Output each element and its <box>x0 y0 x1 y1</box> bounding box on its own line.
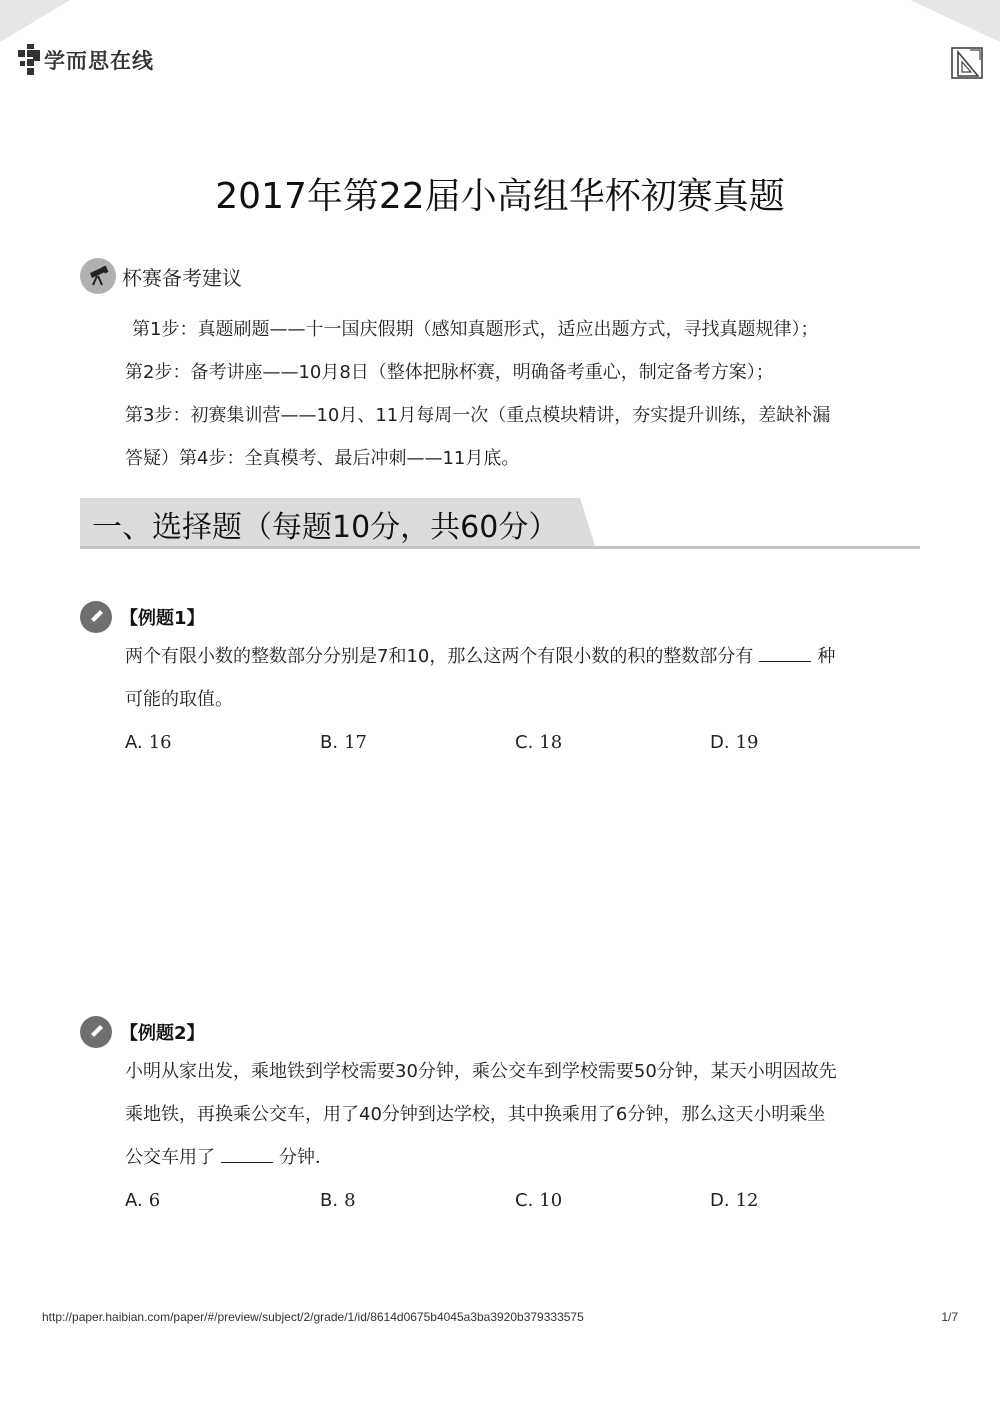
logo-text: 学而思在线 <box>44 49 154 73</box>
question-line: 可能的取值。 <box>125 689 233 710</box>
ruler-triangle-icon <box>950 46 984 80</box>
step-line: 第1步：真题刷题——十一国庆假期（感知真题形式，适应出题方式，寻找真题规律）； <box>132 319 819 340</box>
answer-blank <box>759 643 811 662</box>
corner-decoration-left <box>0 0 70 42</box>
option-b: B. 17 <box>320 732 367 753</box>
option-a: A. 16 <box>125 732 172 753</box>
logo-mark-icon <box>18 44 40 76</box>
question-line: 小明从家出发，乘地铁到学校需要30分钟，乘公交车到学校需要50分钟，某天小明因故先 <box>125 1061 837 1082</box>
pencil-icon <box>80 601 112 633</box>
example-header <box>80 599 920 635</box>
question-line: 两个有限小数的整数部分分别是7和10，那么这两个有限小数的积的整数部分有 种 <box>125 635 920 678</box>
page-number: 1/7 <box>941 1310 958 1324</box>
study-steps <box>125 308 915 480</box>
question-line: 公交车用了 分钟． <box>125 1136 920 1179</box>
example-header <box>80 1014 920 1050</box>
option-c: C. 10 <box>515 1190 563 1211</box>
tips-heading: 杯赛备考建议 <box>122 265 242 290</box>
section-header <box>80 498 920 550</box>
example-body <box>125 635 920 764</box>
answer-options <box>125 721 920 764</box>
answer-blank <box>221 1144 273 1163</box>
step-line: 答疑）第4步：全真模考、最后冲刺——11月底。 <box>125 448 520 469</box>
option-a: A. 6 <box>125 1190 161 1211</box>
answer-options <box>125 1179 920 1222</box>
example-1 <box>80 599 920 764</box>
section-divider <box>80 546 920 549</box>
option-d: D. 19 <box>710 732 759 753</box>
brand-logo <box>18 44 154 76</box>
footer-url: http://paper.haibian.com/paper/#/preview/subject/2/grade/1/id/8614d0675b4045a3ba3920b379333575 <box>42 1310 584 1324</box>
step-line: 第3步：初赛集训营——10月、11月每周一次（重点模块精讲，夯实提升训练，差缺补漏 <box>125 405 831 426</box>
example-2 <box>80 1014 920 1222</box>
example-body <box>125 1050 920 1222</box>
example-label: 【例题1】 <box>120 608 205 629</box>
section-heading: 一、选择题（每题10分，共60分） <box>92 510 559 545</box>
option-d: D. 12 <box>710 1190 759 1211</box>
page-title: 2017年第22届小高组华杯初赛真题 <box>215 176 785 217</box>
corner-decoration-right <box>910 0 1000 42</box>
option-b: B. 8 <box>320 1190 356 1211</box>
telescope-icon <box>80 258 116 294</box>
question-line: 乘地铁，再换乘公交车，用了40分钟到达学校，其中换乘用了6分钟，那么这天小明乘坐 <box>125 1104 826 1125</box>
example-label: 【例题2】 <box>120 1023 205 1044</box>
tips-header <box>80 258 242 294</box>
pencil-icon <box>80 1016 112 1048</box>
step-line: 第2步：备考讲座——10月8日（整体把脉杯赛，明确备考重心，制定备考方案）； <box>125 362 774 383</box>
option-c: C. 18 <box>515 732 563 753</box>
